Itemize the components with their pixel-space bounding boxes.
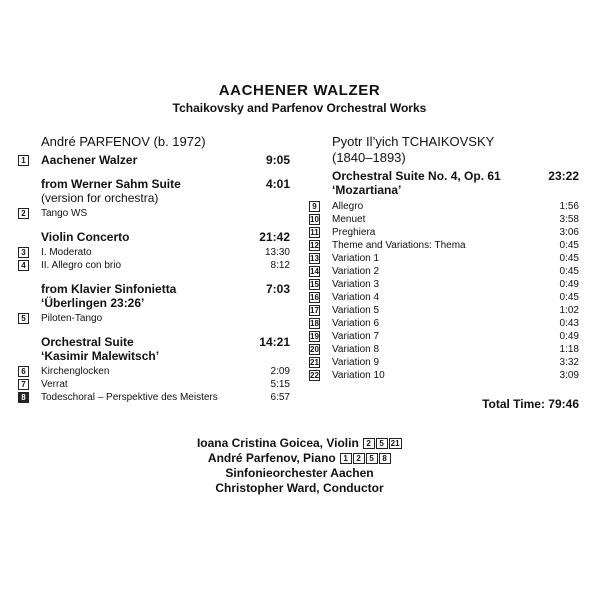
track-row (309, 304, 579, 317)
work-title: Aachener Walzer (41, 153, 138, 167)
track-row (309, 265, 579, 278)
work-heading (309, 169, 579, 197)
track-list (18, 246, 290, 272)
work-duration: 9:05 (265, 153, 290, 167)
track-number-box: 20 (310, 345, 319, 354)
track-row (309, 369, 579, 382)
track-title: Menuet (332, 214, 366, 225)
track-duration: 0:49 (559, 331, 579, 342)
track-number-box: 21 (310, 358, 319, 367)
track-title: Variation 10 (332, 370, 385, 381)
work-title: from Werner Sahm Suite (41, 177, 181, 191)
credit-violin (0, 436, 599, 451)
track-title: Preghiera (332, 227, 376, 238)
track-ref-box: 8 (379, 453, 391, 464)
track-row (18, 259, 290, 272)
track-number-box: 11 (310, 228, 319, 237)
track-number-box: 12 (310, 241, 319, 250)
track-number-box: 4 (18, 260, 29, 271)
track-number-box: 8 (18, 392, 29, 403)
parfenov-works (18, 153, 290, 404)
track-title: Variation 7 (332, 331, 380, 342)
track-row (309, 252, 579, 265)
track-number-box: 15 (310, 280, 319, 289)
work-duration: 7:03 (265, 282, 290, 296)
track-row (309, 239, 579, 252)
work-title: Orchestral Suite No. 4, Op. 61 ‘Mozartiana’ (332, 169, 501, 197)
track-list (18, 312, 290, 325)
track-number-box: 10 (310, 215, 319, 224)
track-row (18, 153, 290, 167)
work-heading (18, 230, 290, 244)
work-heading (18, 282, 290, 310)
track-row (18, 365, 290, 378)
track-ref-box: 5 (376, 438, 388, 449)
work-duration: 4:01 (265, 177, 290, 191)
track-number-box: 1 (18, 155, 29, 166)
track-number-box: 2 (18, 208, 29, 219)
work-duration: 21:42 (259, 230, 290, 244)
credit-orchestra: Sinfonieorchester Aachen (225, 466, 374, 480)
performer-credits (0, 436, 599, 496)
track-number-box: 13 (310, 254, 319, 263)
track-duration: 0:45 (559, 240, 579, 251)
track-title: Todeschoral – Perspektive des Meisters (41, 392, 218, 403)
composer-last-name: PARFENOV (79, 134, 150, 149)
tchaikovsky-composer-heading (309, 134, 579, 166)
track-duration: 3:09 (559, 370, 579, 381)
composer-dates: (b. 1972) (153, 134, 206, 149)
track-row (309, 356, 579, 369)
work-title: from Klavier Sinfonietta ‘Überlingen 23:26’ (41, 282, 177, 310)
track-number-box: 17 (310, 306, 319, 315)
track-row (18, 246, 290, 259)
credit-piano-text: André Parfenov, Piano (207, 451, 340, 465)
track-ref-box: 2 (363, 438, 375, 449)
track-row (18, 207, 290, 220)
track-title: Variation 5 (332, 305, 380, 316)
piano-track-boxes (339, 451, 391, 465)
track-title: Tango WS (41, 208, 88, 219)
total-time: Total Time: 79:46 (482, 397, 579, 411)
track-number-box: 14 (310, 267, 319, 276)
work-group (18, 177, 290, 220)
track-duration: 0:43 (559, 318, 579, 329)
track-number-box: 22 (310, 371, 319, 380)
credit-conductor: Christopher Ward, Conductor (215, 481, 384, 495)
track-ref-box: 21 (390, 439, 400, 448)
work-group (18, 282, 290, 325)
violin-track-boxes (362, 436, 402, 450)
track-duration: 1:18 (559, 344, 579, 355)
work-note: (version for orchestra) (41, 191, 159, 205)
track-title: Variation 4 (332, 292, 380, 303)
track-row (309, 226, 579, 239)
track-number-box: 6 (18, 366, 29, 377)
track-title: Verrat (41, 379, 68, 390)
credit-violin-text: Ioana Cristina Goicea, Violin (196, 436, 363, 450)
track-row (18, 378, 290, 391)
track-duration: 5:15 (270, 379, 290, 390)
track-title: Allegro (332, 201, 364, 212)
track-number-box: 18 (310, 319, 319, 328)
composer-first-name: André (41, 134, 76, 149)
track-row (309, 278, 579, 291)
work-group (18, 335, 290, 404)
track-list (18, 207, 290, 220)
tchaikovsky-track-list (309, 200, 579, 382)
track-title: Variation 3 (332, 279, 380, 290)
track-number-box: 16 (310, 293, 319, 302)
track-number-box: 7 (18, 379, 29, 390)
track-title: II. Allegro con brio (41, 260, 122, 271)
track-duration: 2:09 (270, 366, 290, 377)
track-ref-box: 5 (366, 453, 378, 464)
track-duration: 1:56 (559, 201, 579, 212)
track-row (309, 213, 579, 226)
work-group (18, 153, 290, 167)
track-row (309, 317, 579, 330)
work-heading (18, 177, 290, 191)
track-duration: 6:57 (270, 392, 290, 403)
track-row (309, 343, 579, 356)
track-duration: 3:32 (559, 357, 579, 368)
work-duration: 14:21 (259, 335, 290, 349)
track-row (309, 291, 579, 304)
track-title: Variation 6 (332, 318, 380, 329)
track-list (18, 365, 290, 404)
track-duration: 0:45 (559, 266, 579, 277)
track-duration: 13:30 (264, 247, 290, 258)
track-row (18, 312, 290, 325)
album-subtitle: Tchaikovsky and Parfenov Orchestral Works (172, 101, 427, 115)
track-ref-box: 2 (353, 453, 365, 464)
track-title: Kirchenglocken (41, 366, 110, 377)
track-row (309, 330, 579, 343)
work-title: Violin Concerto (41, 230, 130, 244)
parfenov-composer-heading (18, 134, 290, 150)
work-heading (18, 335, 290, 363)
album-title: AACHENER WALZER (218, 82, 381, 99)
track-duration: 0:49 (559, 279, 579, 290)
track-duration: 0:45 (559, 292, 579, 303)
track-duration: 1:02 (559, 305, 579, 316)
track-title: Piloten-Tango (41, 313, 103, 324)
track-row (18, 391, 290, 404)
track-number-box: 9 (309, 201, 320, 212)
track-duration: 8:12 (270, 260, 290, 271)
track-title: Variation 2 (332, 266, 380, 277)
track-duration: 0:45 (559, 253, 579, 264)
work-group (18, 230, 290, 272)
track-title: I. Moderato (41, 247, 92, 258)
track-ref-box: 1 (340, 453, 352, 464)
track-title: Theme and Variations: Thema (332, 240, 466, 251)
track-title: Variation 1 (332, 253, 380, 264)
track-row (309, 200, 579, 213)
track-number-box: 3 (18, 247, 29, 258)
composer-dates: (1840–1893) (332, 150, 406, 165)
parfenov-column (18, 134, 290, 404)
work-title: Orchestral Suite ‘Kasimir Malewitsch’ (41, 335, 160, 363)
track-number-box: 19 (310, 332, 319, 341)
track-number-box: 5 (18, 313, 29, 324)
credit-piano (0, 451, 599, 466)
track-duration: 3:06 (559, 227, 579, 238)
track-title: Variation 8 (332, 344, 380, 355)
tchaikovsky-column (309, 134, 579, 382)
track-title: Variation 9 (332, 357, 380, 368)
work-duration: 23:22 (548, 169, 579, 183)
composer-name: Pyotr Il’yich TCHAIKOVSKY (332, 134, 495, 149)
track-duration: 3:58 (559, 214, 579, 225)
work-heading (41, 153, 290, 167)
